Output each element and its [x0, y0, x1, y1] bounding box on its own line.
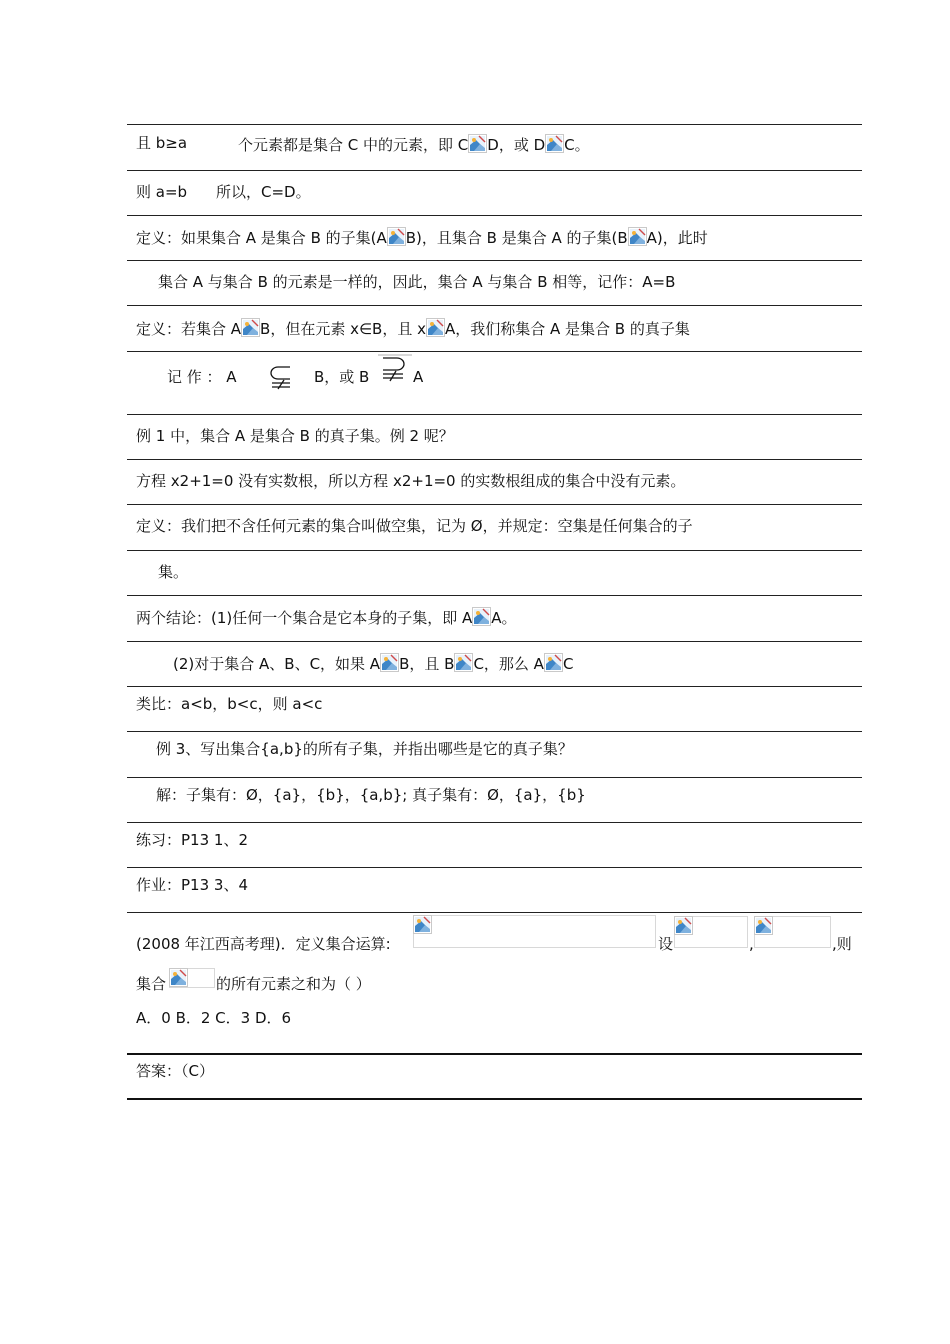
broken-image-icon	[472, 607, 491, 626]
table-row	[127, 595, 862, 641]
table-row	[127, 686, 862, 731]
row-text: 定义：如果集合 A 是集合 B 的子集(A B)，且集合 B 是集合 A 的子集(B A)，此时	[136, 229, 708, 247]
table-row	[127, 170, 862, 215]
row-text: 解：子集有：Ø，{a}，{b}，{a,b}; 真子集有：Ø，{a}，{b}	[156, 786, 586, 804]
row-text: 集。	[158, 563, 189, 581]
broken-image-icon	[674, 916, 693, 935]
table-row	[127, 305, 862, 351]
question-text: (2008 年江西高考理)．定义集合运算:	[136, 935, 391, 953]
formula-image	[169, 968, 215, 988]
question-text: 设	[658, 935, 674, 953]
broken-image-icon	[169, 968, 188, 987]
table-row	[127, 867, 862, 912]
answer-text: 答案：（C）	[136, 1062, 214, 1080]
broken-image-icon	[628, 227, 647, 246]
broken-image-icon	[468, 134, 487, 153]
broken-image-icon	[413, 915, 432, 934]
table-row	[127, 124, 862, 170]
row-text: 作业：P13 3、4	[136, 876, 248, 894]
question-text: 的所有元素之和为（ ）	[216, 975, 371, 993]
question-text: 集合	[136, 975, 167, 993]
table-row	[127, 777, 862, 822]
table-row	[127, 414, 862, 459]
table-row	[127, 550, 862, 595]
formula-image	[674, 916, 748, 948]
table-row	[127, 641, 862, 686]
broken-image-icon	[754, 916, 773, 935]
question-text: ,则	[832, 935, 852, 953]
table-row	[127, 822, 862, 867]
row-text: 定义：若集合 A B，但在元素 x∈B，且 x A，我们称集合 A 是集合 B 的真子集	[136, 320, 690, 338]
table-row	[127, 504, 862, 550]
broken-image-icon	[454, 653, 473, 672]
formula-image	[413, 915, 656, 948]
row-text: B，或 B	[314, 368, 370, 386]
row-text: 类比：a<b，b<c，则 a<c	[136, 695, 323, 713]
broken-image-icon	[387, 227, 406, 246]
row-text: 则 a=b	[136, 183, 188, 201]
table-row	[127, 351, 862, 414]
row-text: 集合 A 与集合 B 的元素是一样的，因此，集合 A 与集合 B 相等，记作：A=B	[158, 273, 676, 291]
broken-image-icon	[426, 318, 445, 337]
row-text: 例 3、写出集合{a,b}的所有子集，并指出哪些是它的真子集？	[156, 740, 573, 758]
proper-superset-symbol-icon	[378, 354, 412, 388]
row-text: (2)对于集合 A、B、C，如果 A B，且 B C，那么 A C	[173, 655, 574, 673]
table-row	[127, 215, 862, 260]
answer-options: A．0 B．2 C．3 D．6	[136, 1009, 292, 1027]
broken-image-icon	[545, 134, 564, 153]
table-row	[127, 731, 862, 777]
row-text: 方程 x2+1=0 没有实数根，所以方程 x2+1=0 的实数根组成的集合中没有元素。	[136, 472, 686, 490]
broken-image-icon	[544, 653, 563, 672]
table-row	[127, 260, 862, 305]
table-row	[127, 459, 862, 504]
row-text: 例 1 中，集合 A 是集合 B 的真子集。例 2 呢？	[136, 427, 454, 445]
row-text: A	[413, 368, 424, 386]
broken-image-icon	[380, 653, 399, 672]
row-text: 练习：P13 1、2	[136, 831, 248, 849]
question-text: ,	[749, 935, 754, 953]
formula-image	[754, 916, 831, 948]
row-text: 记 作 ： A	[167, 368, 237, 386]
broken-image-icon	[241, 318, 260, 337]
table-row	[127, 912, 862, 1053]
proper-subset-symbol-icon	[269, 364, 293, 394]
row-text: 所以，C=D。	[216, 183, 311, 201]
table-bottom-rule	[127, 1098, 862, 1100]
row-text: 个元素都是集合 C 中的元素，即 C D，或 D C。	[238, 136, 590, 154]
row-text: 两个结论：(1)任何一个集合是它本身的子集，即 A A。	[136, 609, 517, 627]
table-row	[127, 1053, 862, 1098]
row-text: 且 b≥a	[136, 134, 188, 152]
document-page	[127, 124, 862, 1098]
row-text: 定义：我们把不含任何元素的集合叫做空集，记为 Ø，并规定：空集是任何集合的子	[136, 517, 693, 535]
